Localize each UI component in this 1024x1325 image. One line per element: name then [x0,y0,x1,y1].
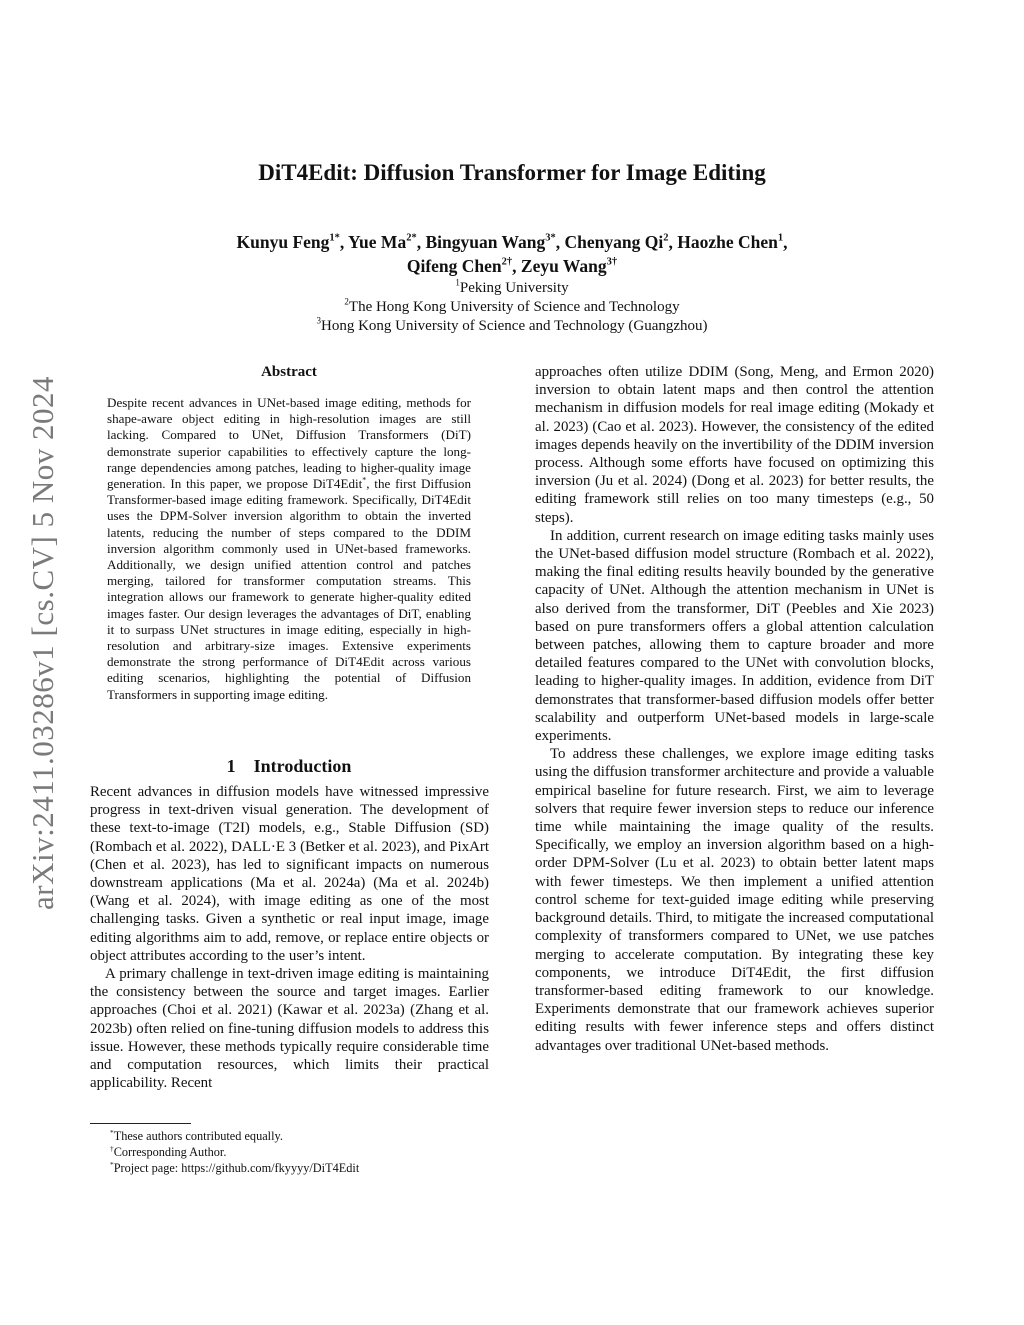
paper-title: DiT4Edit: Diffusion Transformer for Image Editing [258,160,766,185]
footnote: *Project page: https://github.com/fkyyyy/DiT4Edit [110,1159,360,1175]
author: Haozhe Chen$^1$, [677,232,788,252]
paragraph: A primary challenge in text-driven image editing is maintaining the consistency between the source and target images. Earlier approaches (Choi et al. 2021) (Kawar et al. 2023a) (Zhang et al. 2023b) often relied on fine-tuning diffusion models to address this issue. However, these methods typically require considerable time and computation resources, which limits their practical applicability. Recent [90,966,489,1092]
right-column [535,363,934,1055]
author: Qifeng Chen$^{2\dagger}$, [406,256,521,276]
paragraph: In addition, current research on image editing tasks mainly uses the UNet-based diffusion model structure (Rombach et al. 2022), making the final editing results heavily bounded by the generative capacity of UNet. Although the attention mechanism in UNet is also derived from the transformer, DiT (Peebles and Xie 2023) based on pure transformers offers a global attention calculation between patches, allowing them to capture broader and more detailed features compared to the UNet with convolution blocks, leading to higher-quality images. In addition, evidence from DiT demonstrates that transformer-based diffusion models offer better scalability and outperform UNet-based models in large-scale experiments. [535,527,934,745]
section-number: 1 [226,756,236,776]
author-list [140,230,884,278]
footnote: †Corresponding Author. [110,1143,227,1159]
footnotes [110,1128,510,1176]
author: Zeyu Wang$^{3\dagger}$ [520,256,618,276]
author: Kunyu Feng$^{1*}$, [236,232,349,252]
abstract-heading: Abstract [261,364,317,380]
arxiv-identifier [23,355,63,930]
author: Bingyuan Wang$^{3*}$, [425,232,565,252]
footnote-divider [90,1123,191,1124]
paragraph: To address these challenges, we explore image editing tasks using the diffusion transformer architecture and provide a valuable empirical baseline for future research. First, we aim to leverage solvers that require fewer inversion steps to reduce our inference time while maintaining the image quality of the results. Specifically, we employ an inversion algorithm based on a high-order DPM-Solver (Lu et al. 2023) to obtain better latent maps with fewer timesteps. We then implement a unified attention control scheme for text-guided image editing while preserving background details. Third, to mitigate the increased computational complexity of transformers compared to UNet, we use patches merging to accelerate computation. By integrating these key components, we introduce DiT4Edit, the first diffusion transformer-based editing framework to our knowledge. Experiments demonstrate that our framework achieves superior editing results with fewer inference steps and offers distinct advantages over traditional UNet-based methods. [535,746,934,1054]
author: Chenyang Qi$^2$, [564,232,678,252]
paragraph: Recent advances in diffusion models have witnessed impressive progress in text-driven visual generation. The development of these text-to-image (T2I) models, e.g., Stable Diffusion (SD) (Rombach et al. 2022), DALL·E 3 (Betker et al. 2023), and PixArt (Chen et al. 2023), has led to significant impacts on numerous downstream applications (Ma et al. 2024a) (Ma et al. 2024b) (Wang et al. 2024), with image editing as one of the most challenging tasks. Given a synthetic or real input image, image editing algorithms aim to add, remove, or replace entire objects or object attributes according to the user’s intent. [90,784,489,964]
affiliation-list [140,279,884,336]
arxiv-identifier-text: arXiv:2411.03286v1 [cs.CV] 5 Nov 2024 [25,375,60,910]
affiliation: $^2$The Hong Kong University of Science and Technology [344,296,680,315]
footnote: *These authors contributed equally. [110,1127,283,1143]
section-heading-introduction [90,756,488,777]
affiliation: $^3$Hong Kong University of Science and Technology (Guangzhou) [316,315,708,334]
affiliation: $^1$Peking University [455,277,569,296]
author: Yue $Ma^{2*}$, [348,232,426,252]
abstract-body: Despite recent advances in UNet-based image editing, methods for shape-aware object editing in high-resolution images are still lacking. Compared to UNet, Diffusion Transformers (DiT) demonstrate superior capabilities to effectively capture the long-range dependencies among patches, leading to higher-quality image generation. In this paper, we propose DiT4Edit*, the first Diffusion Transformer-based image editing framework. Specifically, DiT4Edit uses the DPM-Solver inversion algorithm to obtain the inverted latents, reducing the number of steps compared to the DDIM inversion algorithm commonly used in UNet-based frameworks. Additionally, we design unified attention control and patches merging, tailored for transformer computation streams. This integration allows our framework to generate higher-quality edited images faster. Our design leverages the advantages of DiT, enabling it to surpass UNet structures in image editing, especially in high-resolution and arbitrary-size images. Extensive experiments demonstrate the strong performance of DiT4Edit across various editing scenarios, highlighting the potential of Diffusion Transformers in supporting image editing. [107,395,471,702]
section-title: Introduction [253,756,352,776]
paragraph: approaches often utilize DDIM (Song, Meng, and Ermon 2020) inversion to obtain latent maps and then control the attention mechanism in diffusion models for real image editing (Mokady et al. 2023) (Cao et al. 2023). However, the consistency of the edited images depends heavily on the invertibility of the DDIM inversion process. Although some efforts have focused on optimizing this inversion (Ju et al. 2024) (Dong et al. 2023) for better results, the editing framework still relies on too many timesteps (e.g., 50 steps). [535,364,934,526]
left-column [90,783,489,1092]
